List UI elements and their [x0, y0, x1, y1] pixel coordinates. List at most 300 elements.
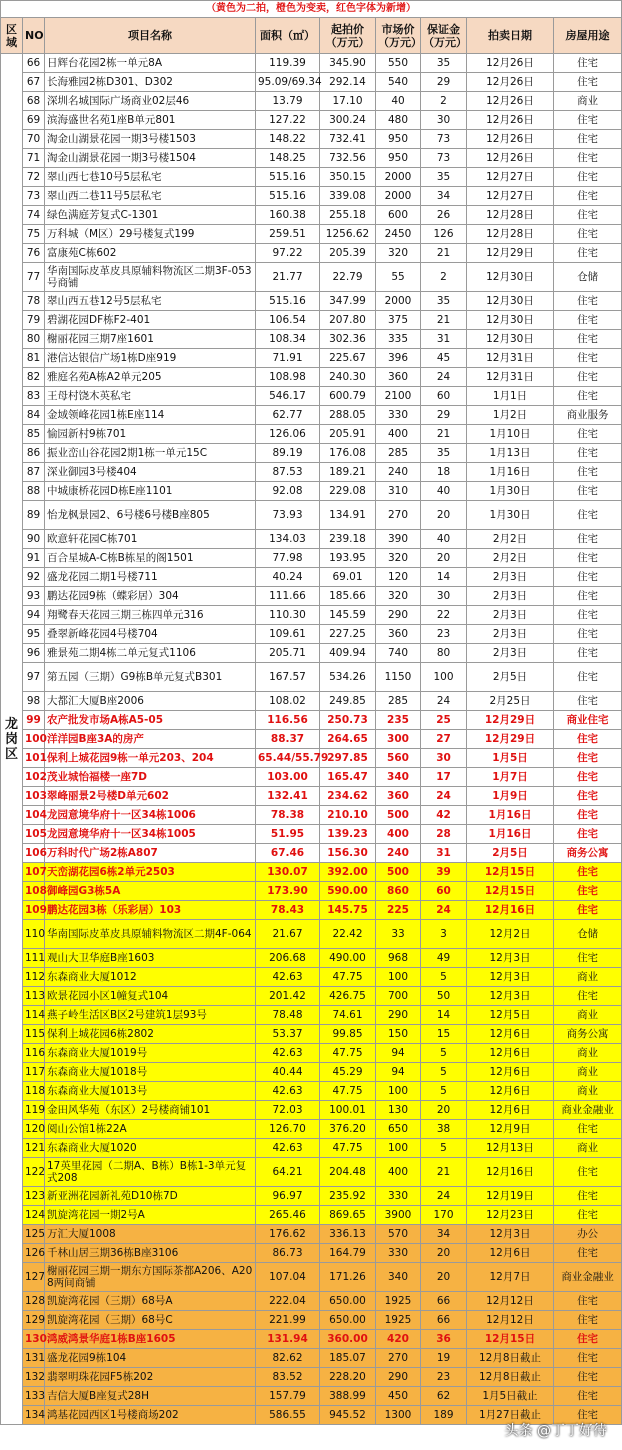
row-no: 68 [23, 92, 45, 111]
row-market-price: 240 [376, 844, 421, 863]
row-area: 83.52 [256, 1368, 320, 1387]
row-name: 深圳名城国际广场商业02层46 [45, 92, 256, 111]
row-name: 龙园意境华府十一区34栋1006 [45, 806, 256, 825]
row-market-price: 550 [376, 54, 421, 73]
table-row [1, 625, 622, 644]
row-name: 东森商业大厦1020 [45, 1139, 256, 1158]
row-use: 住宅 [554, 168, 622, 187]
table-row [1, 768, 622, 787]
row-start-price: 100.01 [320, 1101, 376, 1120]
row-deposit: 5 [421, 968, 467, 987]
row-use: 住宅 [554, 663, 622, 692]
row-market-price: 570 [376, 1225, 421, 1244]
table-row [1, 949, 622, 968]
row-deposit: 5 [421, 1044, 467, 1063]
row-area: 206.68 [256, 949, 320, 968]
row-deposit: 21 [421, 311, 467, 330]
row-no: 110 [23, 920, 45, 949]
row-name: 富康苑C栋602 [45, 244, 256, 263]
row-market-price: 320 [376, 549, 421, 568]
row-start-price: 22.42 [320, 920, 376, 949]
row-date: 2月3日 [467, 568, 554, 587]
row-no: 102 [23, 768, 45, 787]
row-no: 129 [23, 1311, 45, 1330]
row-name: 万科城（M区）29号楼复式199 [45, 225, 256, 244]
row-market-price: 375 [376, 311, 421, 330]
row-deposit: 35 [421, 444, 467, 463]
table-row [1, 501, 622, 530]
table-row [1, 1263, 622, 1292]
row-area: 176.62 [256, 1225, 320, 1244]
row-start-price: 171.26 [320, 1263, 376, 1292]
row-market-price: 1300 [376, 1406, 421, 1425]
row-start-price: 229.08 [320, 482, 376, 501]
row-market-price: 1150 [376, 663, 421, 692]
row-area: 64.21 [256, 1158, 320, 1187]
row-no: 81 [23, 349, 45, 368]
row-area: 116.56 [256, 711, 320, 730]
table-row [1, 587, 622, 606]
row-market-price: 240 [376, 463, 421, 482]
row-name: 燕子岭生活区B区2号建筑1层93号 [45, 1006, 256, 1025]
row-market-price: 94 [376, 1063, 421, 1082]
row-no: 109 [23, 901, 45, 920]
row-start-price: 165.47 [320, 768, 376, 787]
row-date: 12月6日 [467, 1063, 554, 1082]
row-date: 1月27日截止 [467, 1406, 554, 1425]
row-area: 106.54 [256, 311, 320, 330]
row-use: 商业金融业 [554, 1101, 622, 1120]
row-area: 87.53 [256, 463, 320, 482]
row-date: 12月12日 [467, 1311, 554, 1330]
row-area: 103.00 [256, 768, 320, 787]
row-date: 1月30日 [467, 501, 554, 530]
table-row [1, 920, 622, 949]
row-name: 欧景花园小区1幢复式104 [45, 987, 256, 1006]
row-market-price: 560 [376, 749, 421, 768]
row-deposit: 39 [421, 863, 467, 882]
row-area: 67.46 [256, 844, 320, 863]
row-area: 111.66 [256, 587, 320, 606]
row-no: 98 [23, 692, 45, 711]
row-deposit: 126 [421, 225, 467, 244]
table-row [1, 111, 622, 130]
row-use: 住宅 [554, 1349, 622, 1368]
row-use: 住宅 [554, 587, 622, 606]
row-no: 112 [23, 968, 45, 987]
table-row [1, 1292, 622, 1311]
header-use: 房屋用途 [554, 18, 622, 54]
row-date: 12月8日截止 [467, 1368, 554, 1387]
row-no: 114 [23, 1006, 45, 1025]
row-no: 72 [23, 168, 45, 187]
row-market-price: 340 [376, 768, 421, 787]
row-start-price: 249.85 [320, 692, 376, 711]
row-no: 69 [23, 111, 45, 130]
row-use: 住宅 [554, 730, 622, 749]
row-no: 106 [23, 844, 45, 863]
row-name: 翠山西五巷12号5层私宅 [45, 292, 256, 311]
row-no: 131 [23, 1349, 45, 1368]
row-use: 住宅 [554, 806, 622, 825]
row-name: 万科时代广场2栋A807 [45, 844, 256, 863]
row-no: 92 [23, 568, 45, 587]
row-use: 商业 [554, 1063, 622, 1082]
row-use: 商业金融业 [554, 1263, 622, 1292]
row-market-price: 100 [376, 968, 421, 987]
row-market-price: 500 [376, 806, 421, 825]
row-name: 雅景苑二期4栋二单元复式1106 [45, 644, 256, 663]
table-row [1, 292, 622, 311]
row-no: 74 [23, 206, 45, 225]
row-no: 66 [23, 54, 45, 73]
row-market-price: 330 [376, 1187, 421, 1206]
row-market-price: 340 [376, 1263, 421, 1292]
row-no: 73 [23, 187, 45, 206]
row-area: 546.17 [256, 387, 320, 406]
row-name: 御峰园G3栋5A [45, 882, 256, 901]
row-deposit: 189 [421, 1406, 467, 1425]
table-row [1, 1330, 622, 1349]
row-deposit: 50 [421, 987, 467, 1006]
row-market-price: 360 [376, 625, 421, 644]
row-deposit: 24 [421, 901, 467, 920]
row-use: 住宅 [554, 568, 622, 587]
table-row [1, 387, 622, 406]
row-start-price: 297.85 [320, 749, 376, 768]
row-deposit: 14 [421, 568, 467, 587]
row-date: 1月13日 [467, 444, 554, 463]
table-row [1, 168, 622, 187]
row-date: 1月30日 [467, 482, 554, 501]
row-market-price: 120 [376, 568, 421, 587]
row-market-price: 2000 [376, 292, 421, 311]
row-no: 134 [23, 1406, 45, 1425]
row-deposit: 17 [421, 768, 467, 787]
table-row [1, 225, 622, 244]
row-area: 65.44/55.79 [256, 749, 320, 768]
row-deposit: 21 [421, 425, 467, 444]
row-deposit: 35 [421, 54, 467, 73]
row-area: 71.91 [256, 349, 320, 368]
row-use: 商业 [554, 1139, 622, 1158]
row-no: 89 [23, 501, 45, 530]
row-no: 107 [23, 863, 45, 882]
table-row [1, 644, 622, 663]
row-no: 130 [23, 1330, 45, 1349]
row-use: 住宅 [554, 501, 622, 530]
table-row [1, 368, 622, 387]
row-use: 住宅 [554, 882, 622, 901]
row-no: 87 [23, 463, 45, 482]
row-area: 78.43 [256, 901, 320, 920]
row-start-price: 345.90 [320, 54, 376, 73]
row-deposit: 20 [421, 1101, 467, 1120]
row-market-price: 500 [376, 863, 421, 882]
row-no: 103 [23, 787, 45, 806]
row-use: 住宅 [554, 444, 622, 463]
table-row [1, 1206, 622, 1225]
row-start-price: 47.75 [320, 968, 376, 987]
row-date: 2月5日 [467, 844, 554, 863]
row-use: 住宅 [554, 149, 622, 168]
row-date: 12月29日 [467, 711, 554, 730]
table-row [1, 749, 622, 768]
row-deposit: 31 [421, 330, 467, 349]
row-date: 2月3日 [467, 587, 554, 606]
row-start-price: 227.25 [320, 625, 376, 644]
row-use: 商业 [554, 1044, 622, 1063]
row-area: 109.61 [256, 625, 320, 644]
row-market-price: 950 [376, 130, 421, 149]
row-name: 东森商业大厦1012 [45, 968, 256, 987]
region-cell: 龙岗区 [1, 54, 23, 1425]
row-market-price: 480 [376, 111, 421, 130]
table-row [1, 330, 622, 349]
row-start-price: 590.00 [320, 882, 376, 901]
row-market-price: 3900 [376, 1206, 421, 1225]
row-name: 千林山居三期36栋B座3106 [45, 1244, 256, 1263]
row-market-price: 40 [376, 92, 421, 111]
table-row [1, 149, 622, 168]
row-name: 长海雅园2栋D301、D302 [45, 73, 256, 92]
row-area: 148.25 [256, 149, 320, 168]
row-name: 凯旋湾花园（三期）68号C [45, 1311, 256, 1330]
row-start-price: 47.75 [320, 1139, 376, 1158]
row-name: 凯旋湾花园（三期）68号A [45, 1292, 256, 1311]
row-start-price: 185.07 [320, 1349, 376, 1368]
row-use: 商业服务 [554, 406, 622, 425]
row-use: 住宅 [554, 111, 622, 130]
row-use: 住宅 [554, 644, 622, 663]
table-row [1, 444, 622, 463]
row-name: 愉园新村9栋701 [45, 425, 256, 444]
row-start-price: 388.99 [320, 1387, 376, 1406]
row-no: 125 [23, 1225, 45, 1244]
row-date: 1月7日 [467, 768, 554, 787]
row-area: 148.22 [256, 130, 320, 149]
table-row [1, 263, 622, 292]
row-start-price: 69.01 [320, 568, 376, 587]
row-deposit: 20 [421, 501, 467, 530]
row-deposit: 29 [421, 406, 467, 425]
row-area: 127.22 [256, 111, 320, 130]
table-row [1, 663, 622, 692]
row-market-price: 390 [376, 530, 421, 549]
table-row [1, 1225, 622, 1244]
row-area: 259.51 [256, 225, 320, 244]
row-no: 111 [23, 949, 45, 968]
row-name: 茂业城怡福楼一座7D [45, 768, 256, 787]
row-name: 淘金山湖景花园一期3号楼1503 [45, 130, 256, 149]
row-area: 97.22 [256, 244, 320, 263]
row-start-price: 339.08 [320, 187, 376, 206]
row-start-price: 650.00 [320, 1311, 376, 1330]
row-start-price: 99.85 [320, 1025, 376, 1044]
row-date: 1月16日 [467, 463, 554, 482]
row-no: 108 [23, 882, 45, 901]
row-start-price: 336.13 [320, 1225, 376, 1244]
row-date: 12月30日 [467, 311, 554, 330]
row-market-price: 55 [376, 263, 421, 292]
row-use: 仓储 [554, 263, 622, 292]
row-date: 12月26日 [467, 130, 554, 149]
row-area: 77.98 [256, 549, 320, 568]
row-start-price: 205.91 [320, 425, 376, 444]
row-area: 88.37 [256, 730, 320, 749]
row-deposit: 25 [421, 711, 467, 730]
row-area: 42.63 [256, 1139, 320, 1158]
row-no: 118 [23, 1082, 45, 1101]
table-row [1, 92, 622, 111]
row-area: 515.16 [256, 292, 320, 311]
row-area: 160.38 [256, 206, 320, 225]
row-name: 榭丽花园三期一期东方国际茶都A206、A208两间商铺 [45, 1263, 256, 1292]
row-use: 住宅 [554, 1187, 622, 1206]
row-start-price: 255.18 [320, 206, 376, 225]
row-market-price: 100 [376, 1139, 421, 1158]
table-row [1, 244, 622, 263]
row-use: 住宅 [554, 625, 622, 644]
table-row [1, 1387, 622, 1406]
row-start-price: 74.61 [320, 1006, 376, 1025]
row-market-price: 2000 [376, 168, 421, 187]
row-date: 12月31日 [467, 349, 554, 368]
row-deposit: 73 [421, 130, 467, 149]
row-market-price: 335 [376, 330, 421, 349]
row-use: 住宅 [554, 987, 622, 1006]
row-no: 82 [23, 368, 45, 387]
row-date: 12月26日 [467, 73, 554, 92]
row-start-price: 228.20 [320, 1368, 376, 1387]
row-name: 华南国际皮革皮具原辅料物流区二期3F-053号商铺 [45, 263, 256, 292]
row-name: 翠山西七巷10号5层私宅 [45, 168, 256, 187]
row-deposit: 100 [421, 663, 467, 692]
row-deposit: 30 [421, 749, 467, 768]
row-name: 王母村饶木英私宅 [45, 387, 256, 406]
row-no: 101 [23, 749, 45, 768]
row-no: 83 [23, 387, 45, 406]
row-area: 72.03 [256, 1101, 320, 1120]
table-row [1, 1082, 622, 1101]
row-start-price: 47.75 [320, 1082, 376, 1101]
row-deposit: 62 [421, 1387, 467, 1406]
row-market-price: 540 [376, 73, 421, 92]
row-market-price: 420 [376, 1330, 421, 1349]
row-no: 93 [23, 587, 45, 606]
row-start-price: 239.18 [320, 530, 376, 549]
row-area: 95.09/69.34 [256, 73, 320, 92]
table-row [1, 1244, 622, 1263]
table-row [1, 349, 622, 368]
row-deposit: 73 [421, 149, 467, 168]
row-no: 124 [23, 1206, 45, 1225]
row-no: 80 [23, 330, 45, 349]
row-name: 雅庭名苑A栋A2单元205 [45, 368, 256, 387]
row-market-price: 33 [376, 920, 421, 949]
row-date: 12月30日 [467, 263, 554, 292]
header-deposit: 保证金（万元） [421, 18, 467, 54]
row-deposit: 60 [421, 387, 467, 406]
row-date: 12月6日 [467, 1244, 554, 1263]
row-start-price: 234.62 [320, 787, 376, 806]
table-row [1, 1158, 622, 1187]
row-use: 住宅 [554, 749, 622, 768]
row-area: 110.30 [256, 606, 320, 625]
row-no: 67 [23, 73, 45, 92]
row-deposit: 21 [421, 244, 467, 263]
row-no: 90 [23, 530, 45, 549]
row-date: 1月10日 [467, 425, 554, 444]
row-area: 53.37 [256, 1025, 320, 1044]
row-deposit: 66 [421, 1311, 467, 1330]
legend-note: （黄色为二拍，橙色为变卖，红色字体为新增） [1, 1, 622, 18]
row-deposit: 14 [421, 1006, 467, 1025]
row-date: 12月28日 [467, 225, 554, 244]
header-start-price: 起拍价（万元） [320, 18, 376, 54]
row-use: 住宅 [554, 130, 622, 149]
row-no: 120 [23, 1120, 45, 1139]
row-start-price: 164.79 [320, 1244, 376, 1263]
row-use: 住宅 [554, 1292, 622, 1311]
row-area: 173.90 [256, 882, 320, 901]
row-deposit: 24 [421, 692, 467, 711]
row-date: 12月15日 [467, 882, 554, 901]
row-use: 商务公寓 [554, 1025, 622, 1044]
row-start-price: 302.36 [320, 330, 376, 349]
table-row [1, 711, 622, 730]
row-market-price: 235 [376, 711, 421, 730]
row-use: 住宅 [554, 1158, 622, 1187]
row-deposit: 29 [421, 73, 467, 92]
row-name: 盛龙花园二期1号楼711 [45, 568, 256, 587]
row-deposit: 28 [421, 825, 467, 844]
row-no: 75 [23, 225, 45, 244]
row-deposit: 27 [421, 730, 467, 749]
row-name: 第五园（三期）G9栋B单元复式B301 [45, 663, 256, 692]
row-name: 华南国际皮革皮具原辅料物流区二期4F-064 [45, 920, 256, 949]
row-use: 商业住宅 [554, 711, 622, 730]
row-date: 2月25日 [467, 692, 554, 711]
row-name: 绿色满庭芳复式C-1301 [45, 206, 256, 225]
row-market-price: 2000 [376, 187, 421, 206]
row-use: 住宅 [554, 1120, 622, 1139]
table-row [1, 1044, 622, 1063]
row-area: 73.93 [256, 501, 320, 530]
table-row [1, 1311, 622, 1330]
row-area: 86.73 [256, 1244, 320, 1263]
row-name: 榭丽花园三期7座1601 [45, 330, 256, 349]
row-area: 107.04 [256, 1263, 320, 1292]
row-area: 586.55 [256, 1406, 320, 1425]
row-date: 12月6日 [467, 1101, 554, 1120]
table-row [1, 606, 622, 625]
row-deposit: 20 [421, 1244, 467, 1263]
row-no: 116 [23, 1044, 45, 1063]
row-no: 86 [23, 444, 45, 463]
row-deposit: 35 [421, 168, 467, 187]
row-name: 翔鹭春天花园三期三栋四单元316 [45, 606, 256, 625]
row-use: 住宅 [554, 1330, 622, 1349]
table-row [1, 425, 622, 444]
row-area: 130.07 [256, 863, 320, 882]
row-area: 265.46 [256, 1206, 320, 1225]
row-market-price: 400 [376, 1158, 421, 1187]
row-no: 99 [23, 711, 45, 730]
row-area: 515.16 [256, 187, 320, 206]
table-row [1, 206, 622, 225]
row-use: 住宅 [554, 349, 622, 368]
